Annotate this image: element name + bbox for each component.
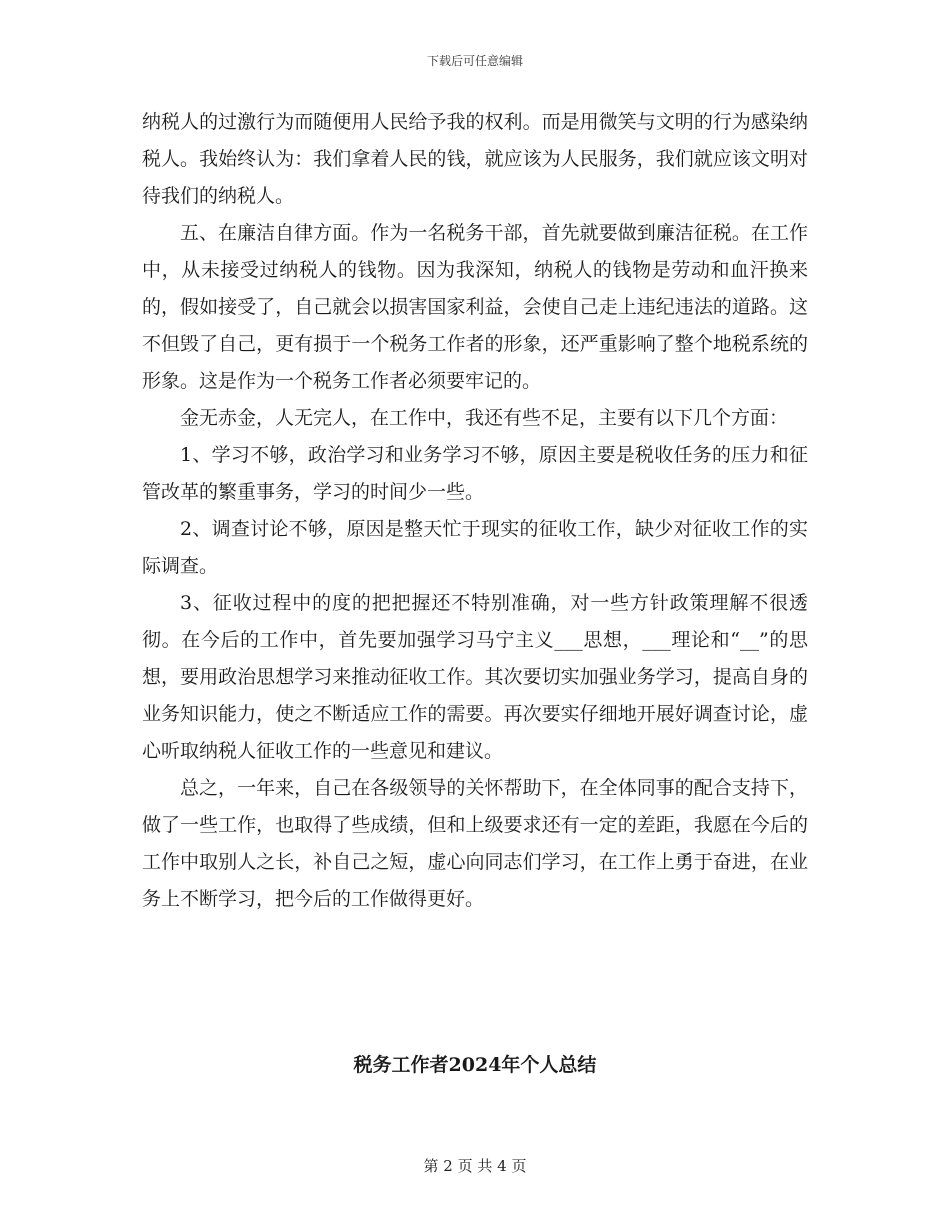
document-body bbox=[142, 104, 808, 918]
page-number: 第 2 页 共 4 页 bbox=[423, 1157, 527, 1175]
paragraph-shortcomings-intro: 金无赤金，人无完人，在工作中，我还有些不足，主要有以下几个方面： bbox=[180, 407, 789, 429]
paragraph-conclusion: 总之，一年来，自己在各级领导的关怀帮助下，在全体同事的配合支持下，做了一些工作，也取得了些成绩，但和上级要求还有一定的差距，我愿在今后的工作中取别人之长，补自己之短，虚心向同志们学习，在工作上勇于奋进，在业务上不断学习，把今后的工作做得更好。 bbox=[142, 777, 808, 910]
page-header: 下载后可任意编辑 bbox=[426, 54, 523, 68]
paragraph-integrity: 五、在廉洁自律方面。作为一名税务干部，首先就要做到廉洁征税。在工作中，从未接受过纳税人的钱物。因为我深知，纳税人的钱物是劳动和血汗换来的，假如接受了，自己就会以损害国家利益，会使自己走上违纪违法的道路。这不但毁了自己，更有损于一个税务工作者的形象，还严重影响了整个地税系统的形象。这是作为一个税务工作者必须要牢记的。 bbox=[142, 222, 808, 392]
paragraph-item-1: 1、学习不够，政治学习和业务学习不够，原因主要是税收任务的压力和征管改革的繁重事务，学习的时间少一些。 bbox=[142, 444, 808, 503]
paragraph-continuation: 纳税人的过激行为而随便用人民给予我的权利。而是用微笑与文明的行为感染纳税人。我始终认为：我们拿着人民的钱，就应该为人民服务，我们就应该文明对待我们的纳税人。 bbox=[142, 111, 808, 207]
paragraph-item-3: 3、征收过程中的度的把把握还不特别准确，对一些方针政策理解不很透彻。在今后的工作中，首先要加强学习马宁主义___思想，___理论和“__”的思想，要用政治思想学习来推动征收工作。其次要切实加强业务学习，提高自身的业务知识能力，使之不断适应工作的需要。再次要实仔细地开展好调查讨论，虚心听取纳税人征收工作的一些意见和建议。 bbox=[142, 592, 808, 762]
paragraph-item-2: 2、调查讨论不够，原因是整天忙于现实的征收工作，缺少对征收工作的实际调查。 bbox=[142, 518, 808, 577]
next-document-title: 税务工作者2024年个人总结 bbox=[353, 1054, 597, 1076]
